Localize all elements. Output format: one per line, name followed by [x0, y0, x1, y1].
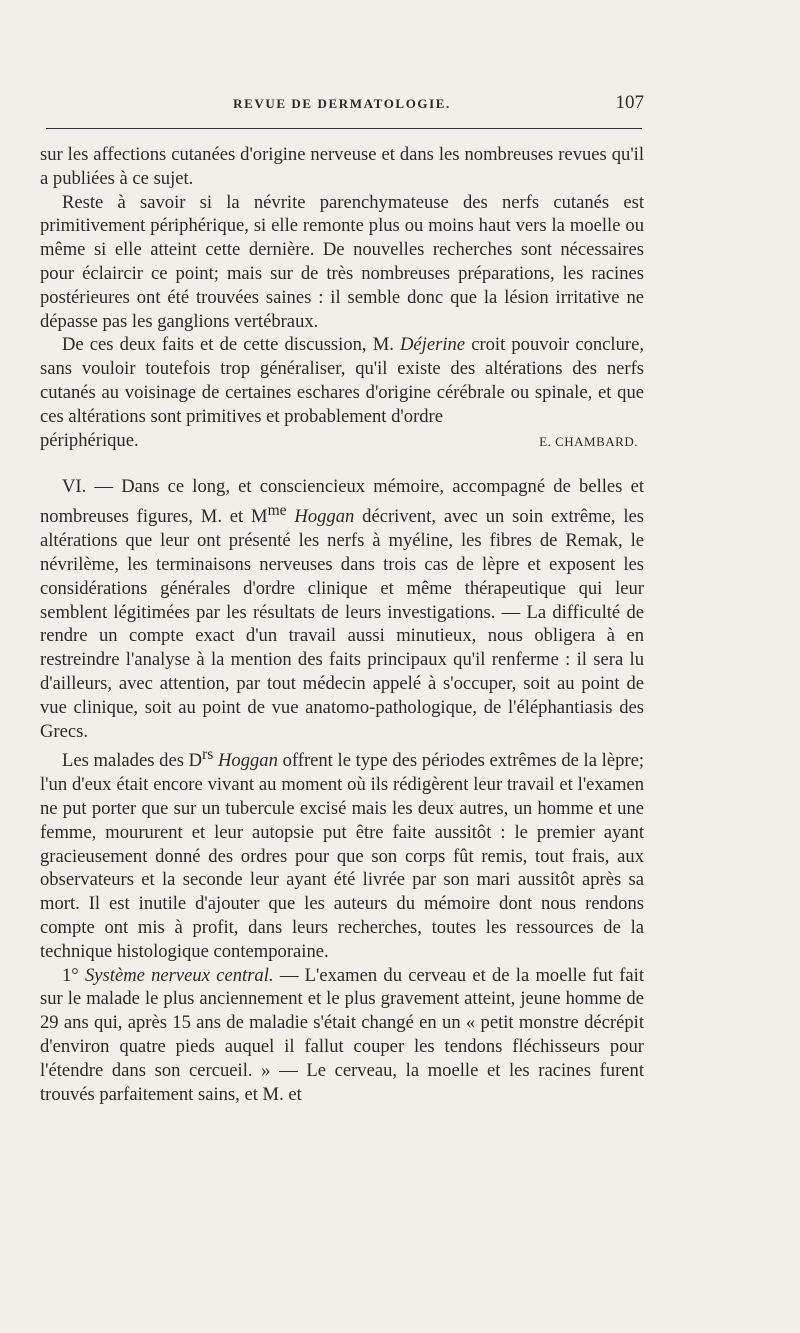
paragraph-3-last-word: périphérique.: [40, 429, 139, 451]
paragraph-5-text-b: offrent le type des périodes extrêmes de la lèpre; l'un d'eux était encore vivant au moment où ils rédigèrent leur travail et l'examen ne put porter que sur un tubercule excisé mais les deux autres, un homme et une femme, moururent et leur autopsie put être faite aussitôt : le premier ayant gracieusement donné des ordres pour que son corps fût remis, tout frais, aux observateurs et la seconde leur ayant été livrée par son mari aussitôt après sa mort. Il est inutile d'ajouter que les auteurs du mémoire dont nous rendons compte ont mis à profit, dans leurs recherches, toutes les ressources de la technique histologique contemporaine.: [40, 750, 644, 962]
paragraph-4-text-b: décrivent, avec un soin extrême, les altérations que leur ont présenté les nerfs à myéline, les fibres de Remak, le névrilème, les terminaisons nerveuses dans trois cas de lèpre et exposent les considérations générales d'ordre clinique et même thérapeutique qui leur semblent légitimées par les résultats de leurs investigations. — La difficulté de rendre un compte exact d'un travail aussi minutieux, nous obligera à en restreindre l'analyse à la mention des faits principaux qu'il renferme : il sera lu d'ailleurs, avec attention, par tout médecin appelé à s'occuper, soit au point de vue clinique, soit au point de vue anatomo-pathologique, de l'éléphantiasis des Grecs.: [40, 506, 645, 742]
paragraph-3: [40, 333, 644, 428]
paragraph-1-text: sur les affections cutanées d'origine nerveuse et dans les nombreuses revues qu'il a publiées à ce sujet.: [40, 144, 644, 189]
header-rule: [46, 128, 642, 129]
paragraph-4-sup: me: [267, 502, 287, 520]
paragraph-2: [40, 191, 644, 334]
paragraph-3-text-b: croit pouvoir conclure, sans vouloir toutefois trop généraliser, qu'il existe des altérations des nerfs cutanés au voisinage de certaines eschares d'origine cérébrale ou spinale, et que ces altérations sont primitives et probablement d'ordre: [40, 334, 644, 427]
paragraph-1: [40, 143, 644, 191]
author-name-dejerine: Déjerine: [400, 334, 466, 356]
section-heading: Système nerveux central.: [85, 964, 274, 986]
paragraph-5: [40, 743, 644, 963]
author-name-hoggan: Hoggan: [294, 506, 355, 528]
paragraph-3-last-line: [40, 429, 644, 454]
paragraph-3-text-a: De ces deux faits et de cette discussion, M.: [62, 334, 394, 356]
running-title: REVUE DE DERMATOLOGIE.: [233, 96, 451, 111]
section-gap: [40, 453, 644, 475]
paragraph-5-text-a: Les malades des D: [62, 750, 203, 772]
paragraph-2-text: Reste à savoir si la névrite parenchymateuse des nerfs cutanés est primitivement périphérique, si elle remonte plus ou moins haut vers la moelle ou même si elle atteint cette dernière. De nouvelles recherches sont nécessaires pour éclaircir ce point; mais sur de très nombreuses préparations, les racines postérieures ont été trouvées saines : il semble donc que la lésion irritative ne dépasse pas les ganglions vertébraux.: [40, 191, 644, 332]
paragraph-6-text: — L'examen du cerveau et de la moelle fut fait sur le malade le plus anciennement et le plus gravement atteint, jeune homme de 29 ans qui, après 15 ans de maladie s'était changé en un « petit monstre décrépit d'environ quatre pieds auquel il fallut couper les tendons fléchisseurs pour l'étendre dans son cercueil. » — Le cerveau, la moelle et les racines furent trouvés parfaitement sains, et M. et: [40, 964, 645, 1105]
paragraph-6: [40, 964, 644, 1107]
page-header: [40, 92, 644, 118]
signature: E. CHAMBARD.: [539, 433, 638, 449]
author-name-hoggan-2: Hoggan: [217, 750, 278, 772]
page-number: 107: [615, 92, 644, 113]
paragraph-4-text-a: VI. — Dans ce long, et consciencieux mémoire, accompagné de belles et nombreuses figures, M. et M: [40, 476, 644, 528]
paragraph-5-sup: rs: [202, 746, 214, 764]
paragraph-4: [40, 475, 644, 743]
section-number: 1°: [62, 964, 79, 986]
article-body: [40, 143, 644, 1106]
